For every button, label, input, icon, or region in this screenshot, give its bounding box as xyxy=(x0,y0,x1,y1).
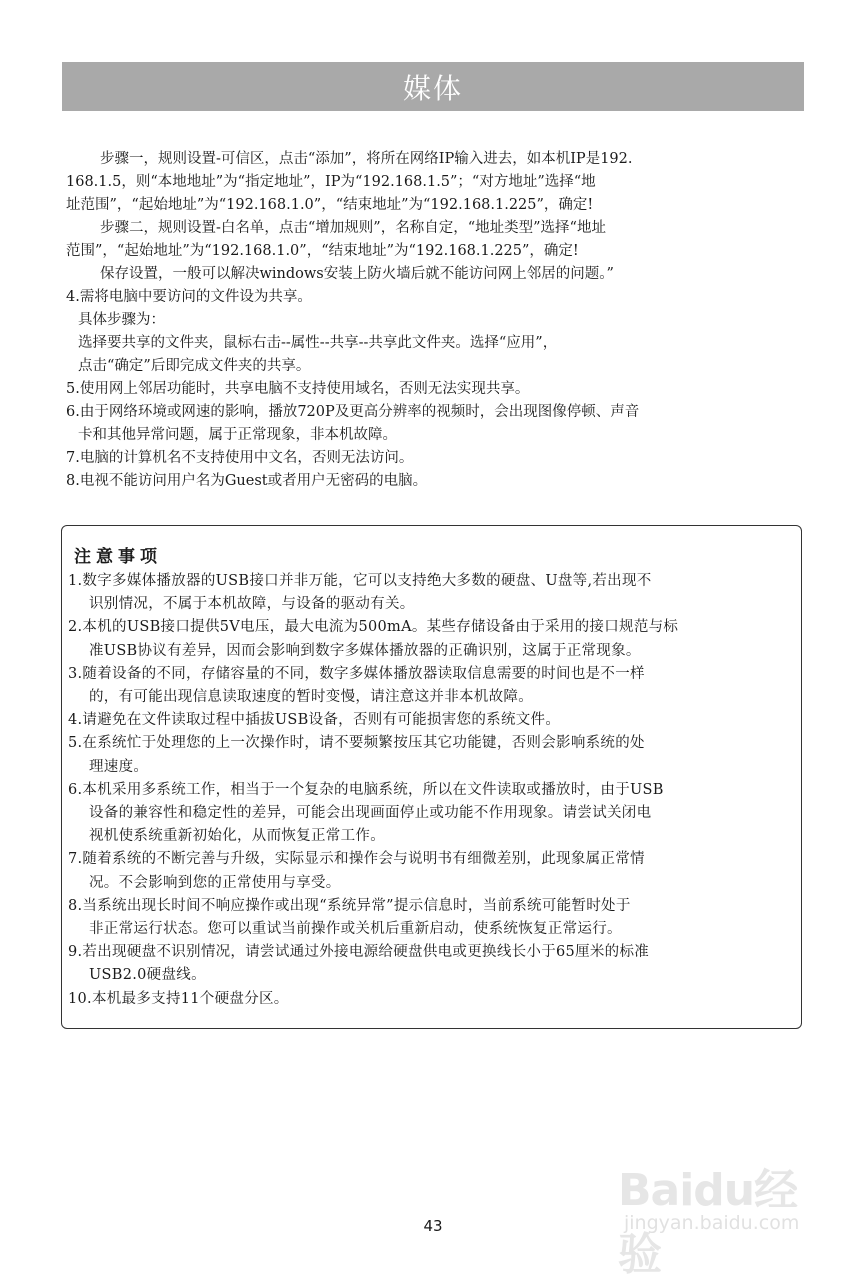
notice-item-cont: 的，有可能出现信息读取速度的暂时变慢，请注意这并非本机故障。 xyxy=(89,689,533,706)
notice-item-cont: USB2.0硬盘线。 xyxy=(89,967,206,984)
section-header-bar xyxy=(62,62,804,111)
watermark-url: jingyan.baidu.com xyxy=(624,1212,800,1234)
notice-item: 8.当系统出现长时间不响应操作或出现“系统异常”提示信息时，当前系统可能暂时处于 xyxy=(68,897,631,914)
paragraph-line: 范围”，“起始地址”为“192.168.1.0”，“结束地址”为“192.168.1.225”，确定! xyxy=(66,243,579,259)
baidu-logo-icon: Baidu经验 xyxy=(618,1165,798,1280)
baidu-watermark xyxy=(614,1150,814,1280)
paragraph-line: 址范围”，“起始地址”为“192.168.1.0”，“结束地址”为“192.168.1.225”，确定! xyxy=(66,197,594,213)
notice-item-cont: 视机使系统重新初始化，从而恢复正常工作。 xyxy=(89,828,385,845)
notice-list xyxy=(68,570,796,1011)
notice-item: 10.本机最多支持11个硬盘分区。 xyxy=(68,990,289,1007)
notice-item-cont: 非正常运行状态。您可以重试当前操作或关机后重新启动，使系统恢复正常运行。 xyxy=(89,921,622,938)
notice-box xyxy=(61,525,802,1029)
notice-item: 7.随着系统的不断完善与升级，实际显示和操作会与说明书有细微差别，此现象属正常情 xyxy=(68,851,645,868)
paragraph-line: 卡和其他异常问题，属于正常现象，非本机故障。 xyxy=(78,427,397,443)
paragraph-line: 点击“确定”后即完成文件夹的共享。 xyxy=(78,358,311,374)
paragraph-line: 具体步骤为： xyxy=(78,312,165,328)
notice-item: 6.本机采用多系统工作，相当于一个复杂的电脑系统，所以在文件读取或播放时，由于USB xyxy=(68,781,664,798)
section-title: 媒体 xyxy=(402,71,463,105)
notice-item: 3.随着设备的不同，存储容量的不同，数字多媒体播放器读取信息需要的时间也是不一样 xyxy=(68,665,645,682)
list-item: 5.使用网上邻居功能时，共享电脑不支持使用域名，否则无法实现共享。 xyxy=(66,381,530,397)
notice-title: 注意事项 xyxy=(74,547,162,567)
paragraph-line: 步骤二，规则设置-白名单，点击“增加规则”，名称自定，“地址类型”选择“地址 xyxy=(100,220,606,236)
list-item: 4.需将电脑中要访问的文件设为共享。 xyxy=(66,289,312,305)
notice-item-cont: 识别情况，不属于本机故障，与设备的驱动有关。 xyxy=(89,596,415,613)
list-item: 7.电脑的计算机名不支持使用中文名，否则无法访问。 xyxy=(66,450,414,466)
notice-item: 1.数字多媒体播放器的USB接口并非万能，它可以支持绝大多数的硬盘、U盘等,若出现不 xyxy=(68,573,652,589)
notice-item: 4.请避免在文件读取过程中插拔USB设备，否则有可能损害您的系统文件。 xyxy=(68,712,561,729)
notice-item-cont: 理速度。 xyxy=(89,758,149,775)
page-number: 43 xyxy=(423,1217,443,1235)
body-text xyxy=(64,148,764,493)
list-item: 6.由于网络环境或网速的影响，播放720P及更高分辨率的视频时，会出现图像停顿、声音 xyxy=(66,404,640,420)
paragraph-line: 168.1.5，则“本地地址”为“指定地址”，IP为“192.168.1.5”；“对方地址”选择“地 xyxy=(66,174,596,190)
paragraph-line: 步骤一，规则设置-可信区，点击“添加”，将所在网络IP输入进去，如本机IP是192. xyxy=(100,151,633,167)
notice-item-cont: 况。不会影响到您的正常使用与享受。 xyxy=(89,874,341,891)
paragraph-line: 保存设置，一般可以解决windows安装上防火墙后就不能访问网上邻居的问题。” xyxy=(100,266,614,282)
notice-item-cont: 准USB协议有差异，因而会影响到数字多媒体播放器的正确识别，这属于正常现象。 xyxy=(89,642,641,659)
notice-item-cont: 设备的兼容性和稳定性的差异，可能会出现画面停止或功能不作用现象。请尝试关闭电 xyxy=(89,805,652,822)
notice-item: 2.本机的USB接口提供5V电压，最大电流为500mA。某些存储设备由于采用的接口规范与标 xyxy=(68,619,679,636)
paragraph-line: 选择要共享的文件夹，鼠标右击--属性--共享--共享此文件夹。选择“应用”， xyxy=(78,335,558,351)
list-item: 8.电视不能访问用户名为Guest或者用户无密码的电脑。 xyxy=(66,473,428,489)
notice-item: 9.若出现硬盘不识别情况，请尝试通过外接电源给硬盘供电或更换线长小于65厘米的标准 xyxy=(68,944,650,961)
notice-item: 5.在系统忙于处理您的上一次操作时，请不要频繁按压其它功能键，否则会影响系统的处 xyxy=(68,735,645,752)
